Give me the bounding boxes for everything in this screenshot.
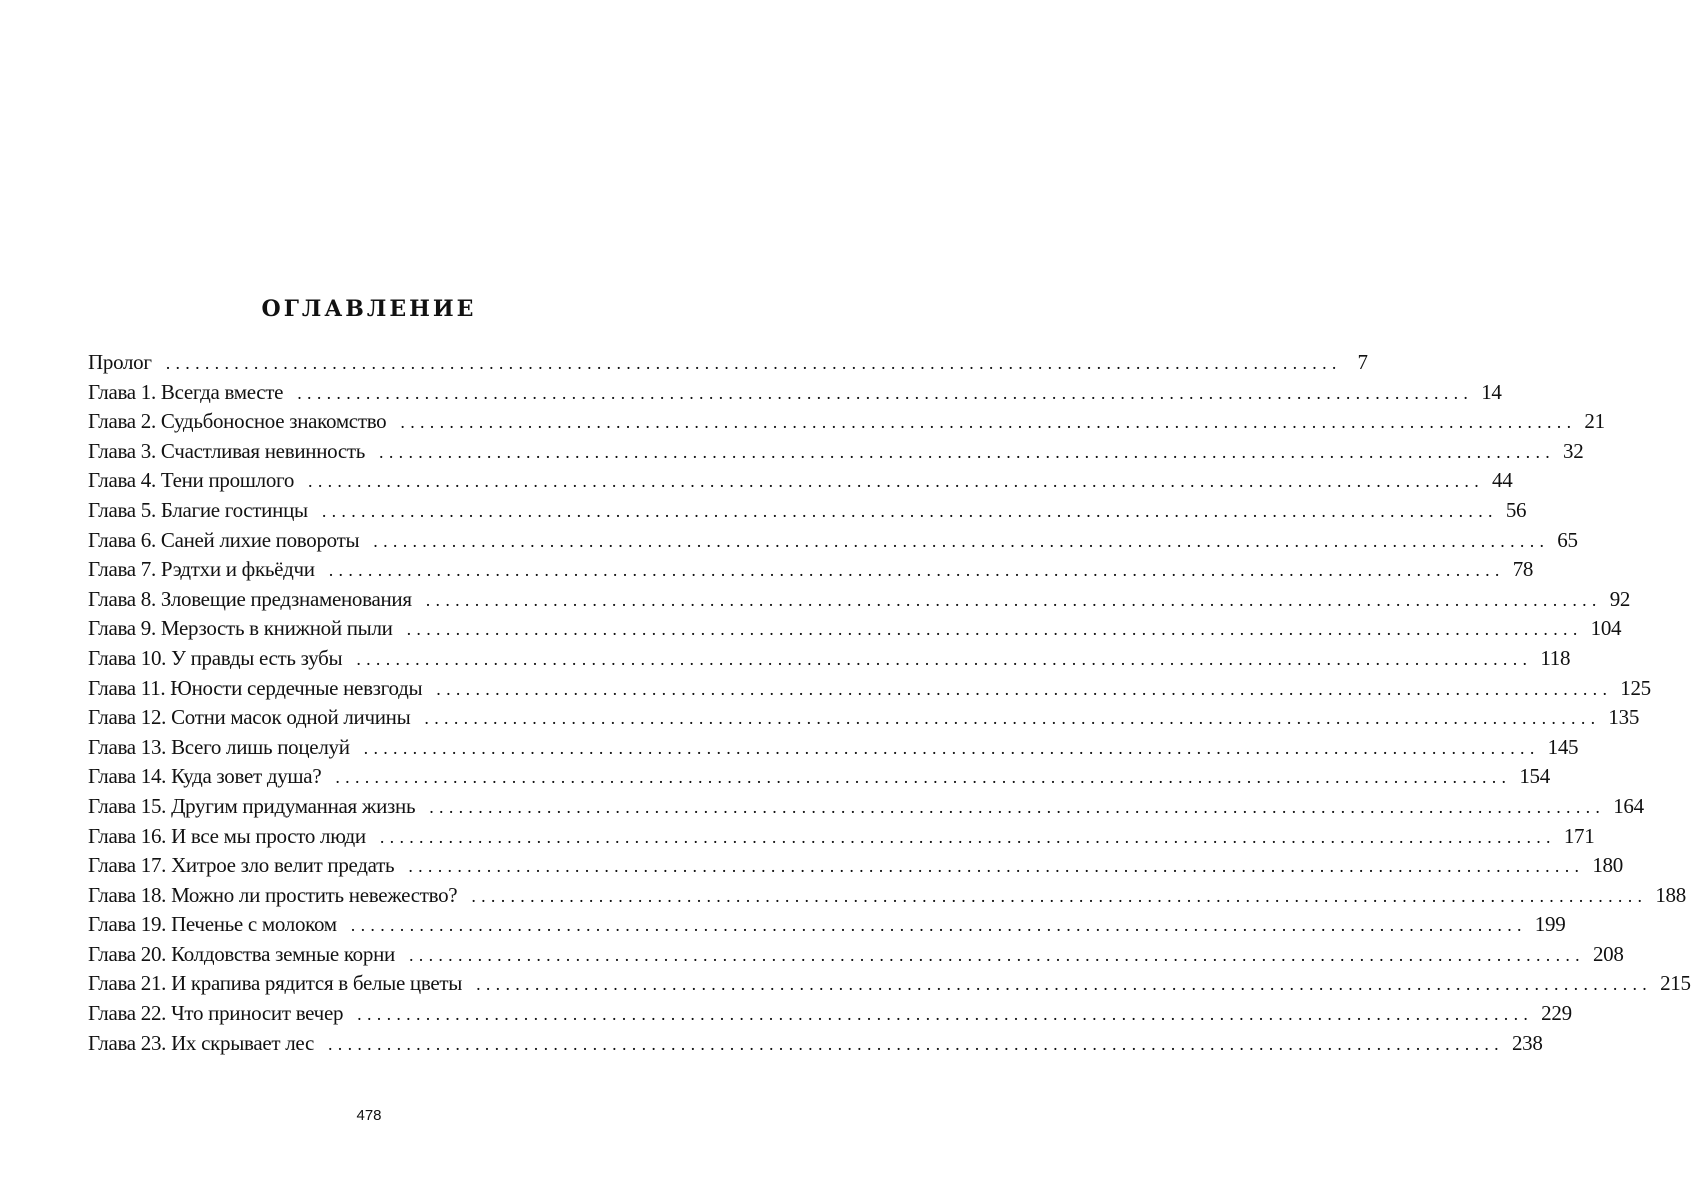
toc-entry-page: 78 (1512, 557, 1534, 582)
table-of-contents (88, 348, 1691, 1058)
toc-entry-page: 208 (1592, 941, 1624, 966)
toc-entry-label: Пролог (88, 350, 152, 374)
toc-entry (88, 466, 1513, 496)
toc-dot-leader: ........................................................................................................................ (429, 796, 1606, 817)
toc-entry-label: Глава 19. Печенье с молоком (88, 912, 337, 937)
toc-entry-page: 164 (1613, 793, 1644, 818)
toc-dot-leader: ........................................................................................................................ (408, 944, 1585, 965)
toc-entry-page: 215 (1660, 971, 1691, 996)
toc-entry-page: 180 (1592, 853, 1623, 878)
toc-dot-leader: ........................................................................................................................ (165, 353, 1342, 373)
toc-entry (88, 733, 1579, 763)
toc-entry-page: 7 (1357, 350, 1368, 374)
toc-entry-label: Глава 16. И все мы просто люди (88, 823, 366, 848)
toc-entry-label: Глава 21. И крапива рядится в белые цветы (88, 971, 463, 996)
toc-dot-leader: ........................................................................................................................ (357, 1004, 1534, 1025)
toc-dot-leader: ........................................................................................................................ (408, 856, 1585, 877)
toc-entry-label: Глава 1. Всегда вместе (88, 379, 284, 404)
toc-entry-label: Глава 23. Их скрывает лес (88, 1030, 314, 1055)
toc-entry-label: Глава 22. Что приносит вечер (88, 1001, 344, 1026)
toc-entry-page: 125 (1620, 675, 1651, 700)
toc-entry-page: 188 (1655, 882, 1686, 907)
toc-entry-label: Глава 14. Куда зовет душа? (88, 764, 322, 789)
toc-dot-leader: ........................................................................................................................ (476, 974, 1653, 995)
toc-entry-page: 92 (1609, 586, 1631, 611)
toc-dot-leader: ........................................................................................................................ (379, 826, 1556, 847)
page-number: 478 (356, 1107, 382, 1124)
toc-entry-label: Глава 3. Счастливая невинность (88, 438, 366, 463)
toc-entry (88, 614, 1622, 644)
toc-dot-leader: ........................................................................................................................ (406, 619, 1583, 640)
toc-entry-label: Глава 6. Саней лихие повороты (88, 527, 360, 552)
toc-dot-leader: ........................................................................................................................ (335, 767, 1512, 788)
page-title: оглавление (261, 286, 477, 325)
toc-entry-label: Глава 12. Сотни масок одной личины (88, 705, 411, 730)
toc-entry-page: 171 (1563, 823, 1595, 848)
toc-entry-page: 199 (1534, 912, 1566, 937)
toc-entry (88, 822, 1595, 852)
toc-entry-page: 238 (1511, 1030, 1543, 1055)
toc-entry (88, 969, 1691, 999)
toc-entry-label: Глава 7. Рэдтхи и фкьёдчи (88, 557, 315, 582)
toc-entry (88, 407, 1605, 437)
toc-entry-page: 32 (1563, 438, 1584, 463)
toc-entry (88, 378, 1502, 408)
toc-dot-leader: ........................................................................................................................ (379, 441, 1556, 462)
toc-entry-page: 56 (1505, 497, 1527, 522)
toc-entry-page: 229 (1541, 1001, 1572, 1026)
toc-dot-leader: ........................................................................................................................ (321, 500, 1498, 521)
toc-entry-label: Глава 17. Хитрое зло велит предать (88, 853, 395, 878)
toc-entry-label: Глава 10. У правды есть зубы (88, 645, 343, 670)
toc-dot-leader: ........................................................................................................................ (424, 708, 1601, 729)
toc-entry (88, 792, 1644, 822)
toc-entry-label: Глава 2. Судьбоносное знакомство (88, 409, 387, 434)
toc-dot-leader: ........................................................................................................................ (471, 885, 1648, 906)
toc-dot-leader: ........................................................................................................................ (327, 1033, 1504, 1054)
toc-entry-label: Глава 18. Можно ли простить невежество? (88, 882, 458, 907)
toc-entry-label: Глава 15. Другим придуманная жизнь (88, 793, 416, 818)
toc-entry-label: Глава 11. Юности сердечные невзгоды (88, 675, 423, 700)
toc-entry-page: 118 (1540, 645, 1571, 670)
toc-dot-leader: ........................................................................................................................ (328, 560, 1505, 581)
toc-entry (88, 644, 1571, 674)
toc-entry-page: 135 (1608, 705, 1640, 730)
toc-dot-leader: ........................................................................................................................ (297, 382, 1474, 403)
toc-entry-label: Глава 20. Колдовства земные корни (88, 941, 395, 966)
toc-entry-page: 44 (1492, 468, 1513, 493)
toc-entry (88, 674, 1651, 704)
toc-entry (88, 910, 1566, 940)
toc-entry-page: 145 (1547, 734, 1579, 759)
toc-entry (88, 348, 1368, 378)
toc-entry-page: 104 (1590, 616, 1622, 641)
toc-dot-leader: ........................................................................................................................ (400, 412, 1577, 433)
toc-entry (88, 851, 1623, 881)
toc-dot-leader: ........................................................................................................................ (356, 648, 1533, 669)
toc-entry (88, 703, 1640, 733)
toc-entry (88, 437, 1584, 467)
toc-entry-page: 21 (1584, 409, 1605, 434)
toc-entry-label: Глава 5. Благие гостинцы (88, 497, 308, 522)
toc-dot-leader: ........................................................................................................................ (373, 530, 1550, 551)
toc-dot-leader: ........................................................................................................................ (436, 678, 1613, 699)
toc-entry-label: Глава 9. Мерзость в книжной пыли (88, 616, 393, 641)
toc-entry (88, 1029, 1543, 1059)
toc-entry (88, 881, 1686, 911)
toc-dot-leader: ........................................................................................................................ (350, 915, 1527, 936)
toc-entry-label: Глава 4. Тени прошлого (88, 468, 295, 493)
toc-entry-label: Глава 13. Всего лишь поцелуй (88, 734, 350, 759)
toc-entry-page: 154 (1519, 764, 1550, 789)
toc-entry-page: 65 (1557, 527, 1578, 552)
toc-entry (88, 526, 1578, 556)
toc-entry (88, 940, 1624, 970)
toc-entry-label: Глава 8. Зловещие предзнаменования (88, 586, 412, 611)
toc-entry (88, 999, 1572, 1029)
toc-entry (88, 585, 1631, 615)
toc-entry (88, 762, 1550, 792)
toc-dot-leader: ........................................................................................................................ (425, 589, 1602, 610)
toc-dot-leader: ........................................................................................................................ (363, 737, 1540, 758)
toc-entry (88, 496, 1527, 526)
toc-entry (88, 555, 1534, 585)
toc-entry-page: 14 (1481, 379, 1502, 404)
toc-dot-leader: ........................................................................................................................ (308, 471, 1485, 492)
